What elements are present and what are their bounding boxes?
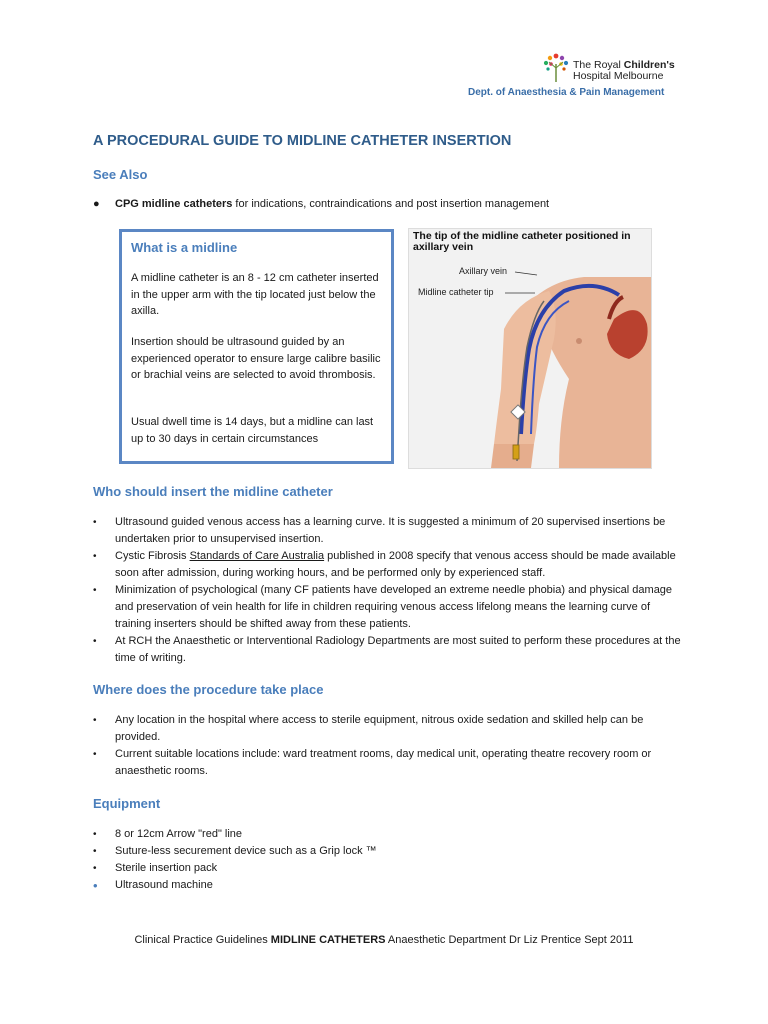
who-heading: Who should insert the midline catheter — [93, 484, 333, 499]
equipment-list — [93, 826, 683, 894]
box-paragraph-3: Usual dwell time is 14 days, but a midline can last up to 30 days in certain circumstances — [131, 416, 374, 445]
see-also-heading: See Also — [93, 167, 148, 182]
box-paragraph-2: Insertion should be ultrasound guided by an experienced operator to ensure large calibre basilic or brachial veins are selected to avoid thrombosis. — [131, 336, 381, 381]
list-item: • Cystic Fibrosis Standards of Care Australia published in 2008 specify that venous access should be made available soon after admission, during working hours, and be performed only by experienced staff. — [93, 548, 683, 582]
catheter-tip-label: Midline catheter tip — [418, 287, 494, 297]
list-item: • Ultrasound machine — [93, 877, 683, 894]
midline-info-box — [119, 229, 394, 464]
see-also-link[interactable]: CPG midline catheters — [115, 198, 233, 210]
who-list — [93, 514, 683, 667]
midline-catheter-figure — [408, 228, 652, 469]
list-item: • Ultrasound guided venous access has a learning curve. It is suggested a minimum of 20 supervised insertions be undertaken prior to unsupervised insertion. — [93, 514, 683, 548]
page-footer: Clinical Practice Guidelines MIDLINE CATHETERS Anaesthetic Department Dr Liz Prentice Sept 2011 — [134, 934, 634, 946]
tree-logo-icon — [539, 50, 573, 84]
see-also-item: ● CPG midline catheters for indications, contraindications and post insertion management — [93, 198, 550, 210]
box-title: What is a midline — [131, 240, 238, 255]
list-item: • Sterile insertion pack — [93, 860, 683, 877]
arm-illustration — [409, 229, 651, 468]
axillary-vein-label: Axillary vein — [459, 266, 508, 276]
page-title: A PROCEDURAL GUIDE TO MIDLINE CATHETER INSERTION — [93, 133, 512, 149]
box-paragraph-1: A midline catheter is an 8 - 12 cm catheter inserted in the upper arm with the tip located just below the axilla. — [131, 272, 379, 317]
department-name: Dept. of Anaesthesia & Pain Management — [468, 87, 665, 98]
list-item: • At RCH the Anaesthetic or Interventional Radiology Departments are most suited to perform these procedures at the time of writing. — [93, 633, 683, 667]
list-item: • Current suitable locations include: ward treatment rooms, day medical unit, operating theatre recovery room or anaesthetic rooms. — [93, 746, 683, 780]
bullet-icon: ● — [93, 198, 100, 210]
where-list — [93, 712, 683, 780]
standards-of-care-link[interactable]: Standards of Care Australia — [189, 550, 325, 562]
where-heading: Where does the procedure take place — [93, 682, 324, 697]
figure-caption: The tip of the midline catheter positioned in axillary vein — [413, 230, 631, 253]
list-item: • Any location in the hospital where access to sterile equipment, nitrous oxide sedation and skilled help can be provided. — [93, 712, 683, 746]
logo-text: The Royal Children's Hospital Melbourne — [573, 59, 675, 82]
equipment-heading: Equipment — [93, 796, 161, 811]
hospital-logo — [468, 50, 677, 100]
list-item: • 8 or 12cm Arrow "red" line — [93, 826, 683, 843]
list-item: • Suture-less securement device such as a Grip lock ™ — [93, 843, 683, 860]
list-item: • Minimization of psychological (many CF patients have developed an extreme needle phobia) and physical damage and preservation of vein health for life in children requiring venous access lifelong means the learning curve of training inserters should be shifted away from these patients. — [93, 582, 683, 633]
